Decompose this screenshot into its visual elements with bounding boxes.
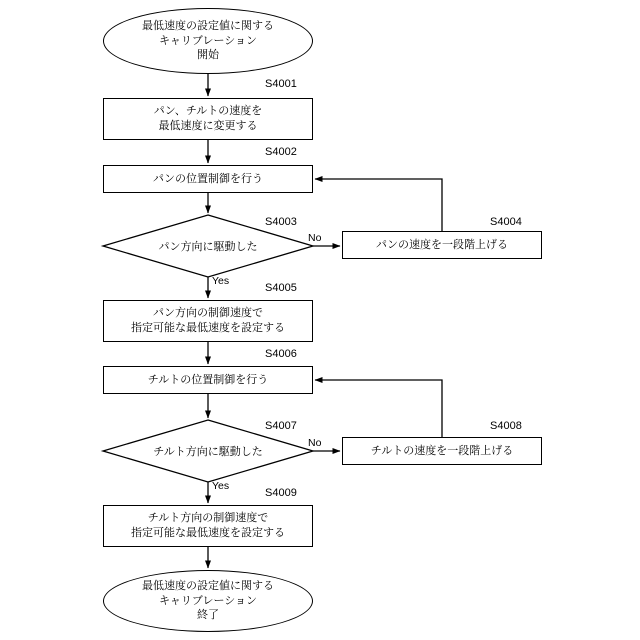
node-s4001 [103,98,313,140]
node-s4009-label: チルト方向の制御速度で 指定可能な最低速度を設定する [131,512,285,539]
node-s4004 [342,231,542,259]
step-label-s4003: S4003 [265,216,297,228]
edge-label-yes-tilt: Yes [212,480,230,492]
node-s4005-label: パン方向の制御速度で 指定可能な最低速度を設定する [131,307,285,334]
node-s4009 [103,505,313,547]
node-s4005 [103,300,313,342]
node-s4008 [342,437,542,465]
node-s4004-label: パンの速度を一段階上げる [376,238,508,251]
node-start-label: 最低速度の設定値に関する キャリブレーション 開始 [142,19,274,62]
node-s4003-label: パン方向に駆動した [158,241,258,253]
node-s4002-label: パンの位置制御を行う [153,172,263,185]
node-s4007-label: チルト方向に駆動した [153,446,263,458]
node-end-label: 最低速度の設定値に関する キャリブレーション 終了 [142,579,274,622]
node-s4002 [103,165,313,193]
step-label-s4002: S4002 [265,146,297,158]
edge-label-no-tilt: No [308,437,322,449]
edge-label-no-pan: No [308,232,322,244]
step-label-s4005: S4005 [265,282,297,294]
node-s4006 [103,366,313,394]
node-s4006-label: チルトの位置制御を行う [147,373,269,386]
step-label-s4008: S4008 [490,420,522,432]
node-start [103,8,313,74]
step-label-s4007: S4007 [265,420,297,432]
step-label-s4009: S4009 [265,487,297,499]
node-s4001-label: パン、チルトの速度を 最低速度に変更する [153,105,263,132]
step-label-s4006: S4006 [265,348,297,360]
node-end [103,570,313,632]
step-label-s4004: S4004 [490,216,522,228]
edge-label-yes-pan: Yes [212,275,230,287]
node-s4008-label: チルトの速度を一段階上げる [370,444,514,457]
step-label-s4001: S4001 [265,78,297,90]
